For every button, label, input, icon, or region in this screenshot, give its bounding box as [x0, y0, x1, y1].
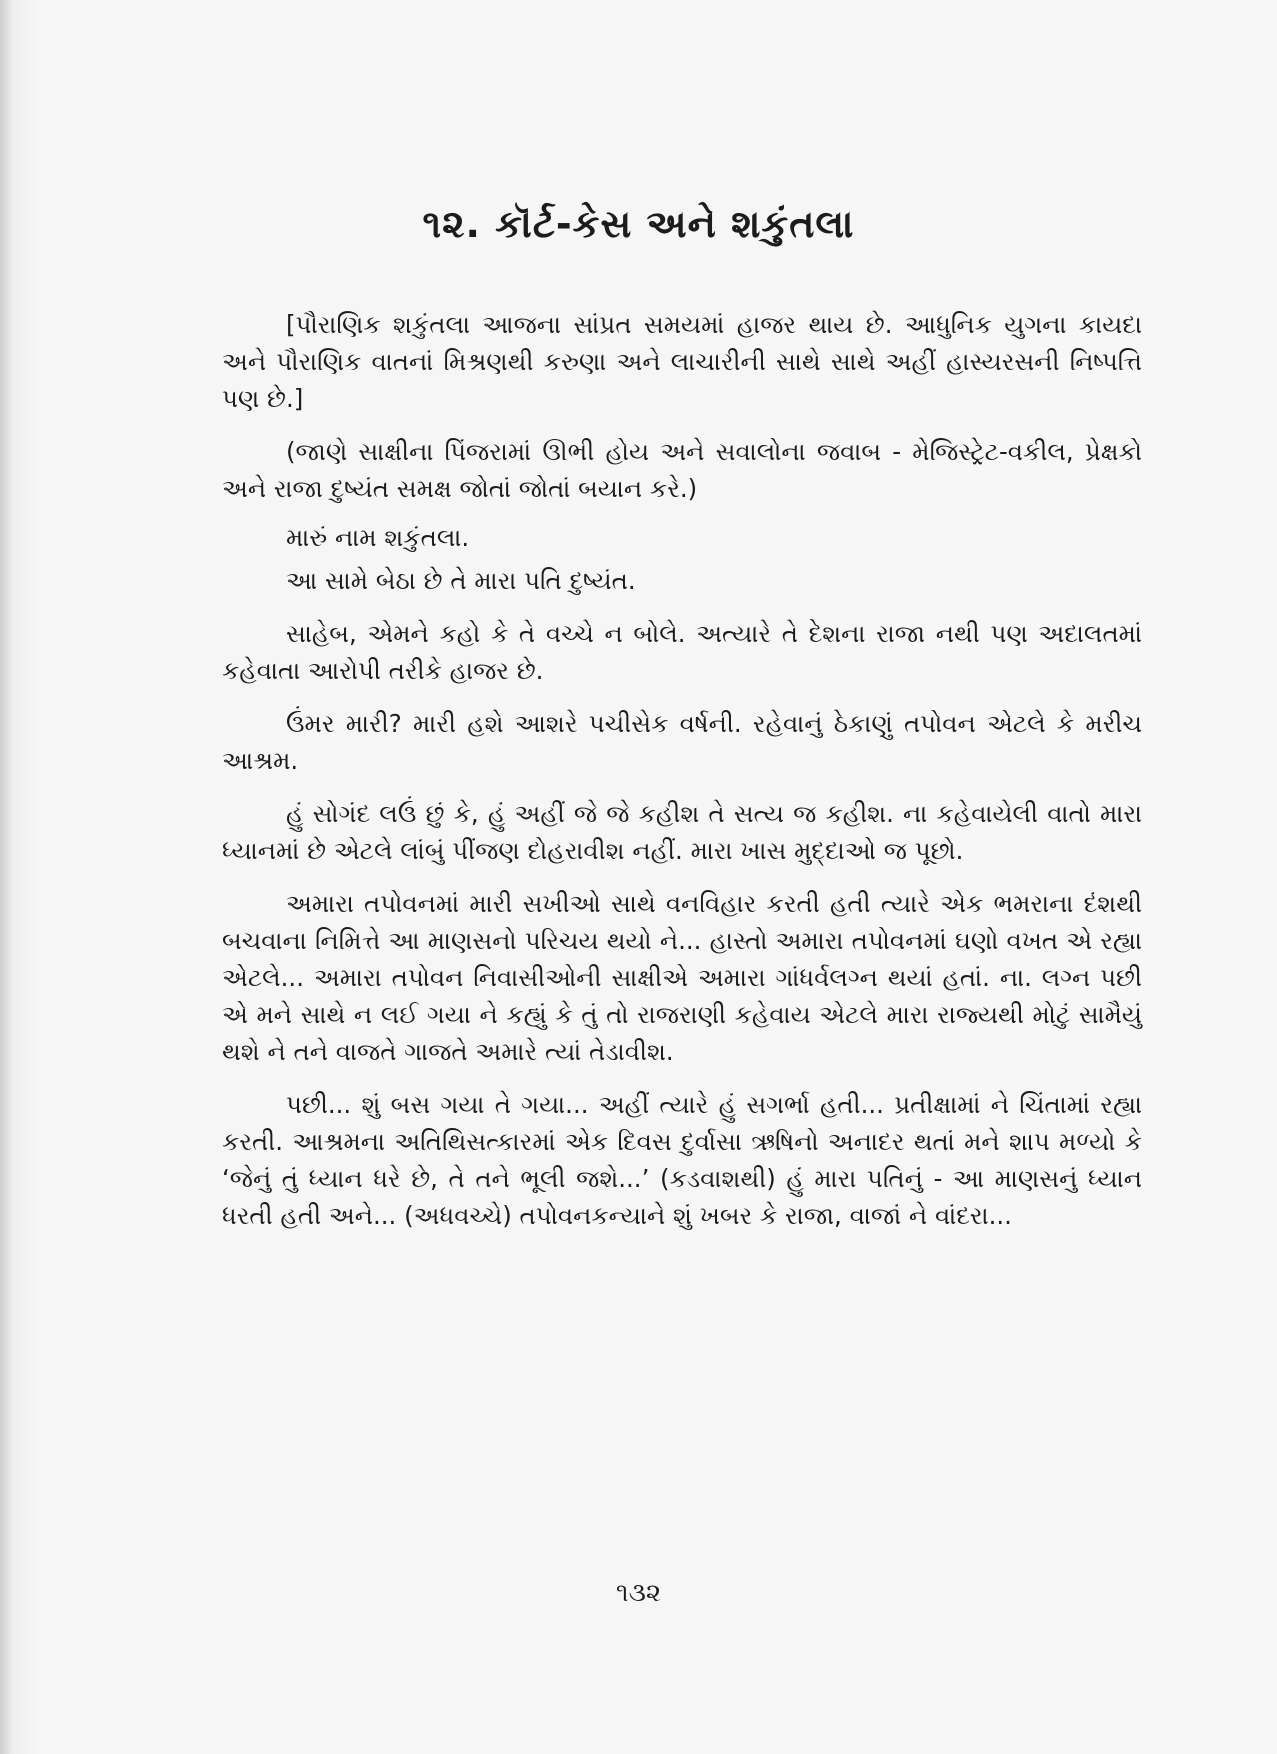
body-paragraph: ઉંમર મારી? મારી હશે આશરે પચીસેક વર્ષની. રહેવાનું ઠેકાણું તપોવન એટલે કે મરીચ આશ્રમ.	[222, 709, 1142, 775]
page-number: ૧૩૨	[615, 1578, 662, 1608]
intro-note-paragraph: [પૌરાણિક શકુંતલા આજના સાંપ્રત સમયમાં હાજર થાય છે. આધુનિક યુગના કાયદા અને પૌરાણિક વાતનાં મિશ્રણથી કરુણા અને લાચારીની સાથે સાથે અહીં હાસ્યરસની નિષ્પત્તિ પણ છે.]	[222, 310, 1142, 413]
chapter-body	[222, 306, 1142, 1250]
body-paragraph: મારું નામ શકુંતલા.	[286, 523, 470, 552]
chapter-title: ૧૨. કૉર્ટ-કેસ અને શકુંતલા	[422, 202, 855, 246]
body-paragraph: સાહેબ, એમને કહો કે તે વચ્ચે ન બોલે. અત્યારે તે દેશના રાજા નથી પણ અદાલતમાં કહેવાતા આરોપી તરીકે હાજર છે.	[222, 619, 1142, 685]
stage-direction-paragraph: (જાણે સાક્ષીના પિંજરામાં ઊભી હોય અને સવાલોના જવાબ - મેજિસ્ટ્રેટ-વકીલ, પ્રેક્ષકો અને રાજા દુષ્યંત સમક્ષ જોતાં જોતાં બયાન કરે.)	[222, 437, 1142, 503]
body-paragraph: હું સોગંદ લઉં છું કે, હું અહીં જે જે કહીશ તે સત્ય જ કહીશ. ના કહેવાયેલી વાતો મારા ધ્યાનમાં છે એટલે લાંબું પીંજણ દોહરાવીશ નહીં. મારા ખાસ મુદ્દાઓ જ પૂછો.	[222, 799, 1142, 865]
body-paragraph: પછી... શું બસ ગયા તે ગયા... અહીં ત્યારે હું સગર્ભા હતી... પ્રતીક્ષામાં ને ચિંતામાં રહ્યા કરતી. આશ્રમના અતિથિસત્કારમાં એક દિવસ દુર્વાસા ઋષિનો અનાદર થતાં મને શાપ મળ્યો કે ‘જેનું તું ધ્યાન ધરે છે, તે તને ભૂલી જશે...’ (કડવાશથી) હું મારા પતિનું - આ માણસનું ધ્યાન ધરતી હતી અને... (અધવચ્ચે) તપોવનકન્યાને શું ખબર કે રાજા, વાજાં ને વાંદરા...	[222, 1090, 1142, 1230]
page-edge-shadow	[0, 0, 10, 1754]
body-paragraph: આ સામે બેઠા છે તે મારા પતિ દુષ્યંત.	[286, 566, 636, 595]
body-paragraph: અમારા તપોવનમાં મારી સખીઓ સાથે વનવિહાર કરતી હતી ત્યારે એક ભમરાના દંશથી બચવાના નિમિત્તે આ માણસનો પરિચય થયો ને... હાસ્તો અમારા તપોવનમાં ઘણો વખત એ રહ્યા એટલે... અમારા તપોવન નિવાસીઓની સાક્ષીએ અમારા ગાંધર્વલગ્ન થયાં હતાં. ના. લગ્ન પછી એ મને સાથે ન લઈ ગયા ને કહ્યું કે તું તો રાજરાણી કહેવાય એટલે મારા રાજ્યથી મોટું સામૈયું થશે ને તને વાજતે ગાજતે અમારે ત્યાં તેડાવીશ.	[222, 889, 1142, 1066]
